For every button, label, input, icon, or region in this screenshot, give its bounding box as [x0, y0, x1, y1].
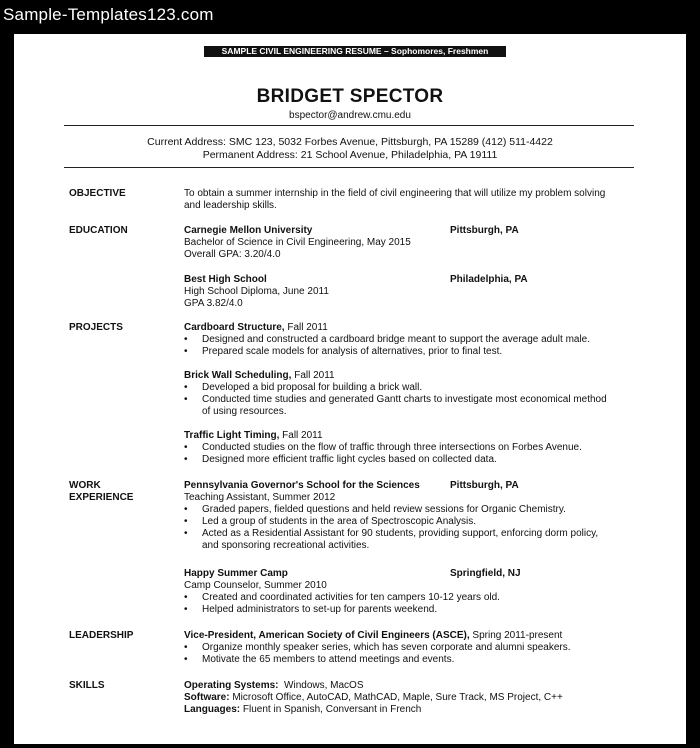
section-projects: PROJECTS	[69, 322, 123, 333]
work-org: Pennsylvania Governor's School for the Sciences	[184, 480, 420, 491]
candidate-name: BRIDGET SPECTOR	[256, 86, 444, 107]
current-address: Current Address: SMC 123, 5032 Forbes Avenue, Pittsburgh, PA 15289 (412) 511-4422	[147, 136, 553, 148]
section-education: EDUCATION	[69, 225, 128, 236]
skills-software: Software: Microsoft Office, AutoCAD, MathCAD, Maple, Sure Track, MS Project, C++	[184, 692, 563, 703]
section-work: WORK	[69, 480, 101, 491]
candidate-email[interactable]: bspector@andrew.cmu.edu	[289, 110, 411, 121]
resume-banner: SAMPLE CIVIL ENGINEERING RESUME – Sophomores, Freshmen	[204, 46, 506, 57]
education-gpa: Overall GPA: 3.20/4.0	[184, 249, 281, 260]
education-gpa: GPA 3.82/4.0	[184, 298, 243, 309]
work-location: Springfield, NJ	[450, 568, 521, 579]
skills-os: Operating Systems: Windows, MacOS	[184, 680, 364, 691]
education-degree: High School Diploma, June 2011	[184, 286, 329, 297]
objective-text-1: To obtain a summer internship in the field of civil engineering that will utilize my problem solving	[184, 188, 606, 199]
section-skills: SKILLS	[69, 680, 105, 691]
education-location: Pittsburgh, PA	[450, 225, 519, 236]
education-school: Carnegie Mellon University	[184, 225, 313, 236]
permanent-address: Permanent Address: 21 School Avenue, Philadelphia, PA 19111	[202, 149, 498, 161]
resume-page: SAMPLE CIVIL ENGINEERING RESUME – Sophomores, Freshmen BRIDGET SPECTOR bspector@andrew.cmu.edu Current Address: SMC 123, 5032 Forbes Avenue, Pittsburgh, PA 15289 (412) 511-4422 Permanent Address: 21 School Avenue, Philadelphia, PA 19111 OBJECTIVE To obtain a summer internship in the field of civil engineering that will utilize my problem solving and leadership skills. EDUCATION Carnegie Mellon University Pittsburgh, PA Bachelor of Science in Civil Engineering, May 2015 Overall GPA: 3.20/4.0 Best High School Philadelphia, PA High School Diploma, June 2011 GPA 3.82/4.0 PROJECTS Cardboard Structure, Fall 2011 • Designed and constructed a cardboard bridge meant to support the average adult male. • Prepared scale models for analysis of alternatives, prior to final test. Brick Wall Scheduling, Fall 2011 • Developed a bid proposal for building a brick wall. • Conducted time studies and generated Gantt charts to investigate most economical method of using resources. Traffic Light Timing, Fall 2011 • Conducted studies on the flow of traffic through three intersections on Forbes Avenue. • Designed more efficient traffic light cycles based on collected data. WORK EXPERIENCE Pennsylvania Governor's School for the Sciences Pittsburgh, PA Teaching Assistant, Summer 2012 • Graded papers, fielded questions and held review sessions for Organic Chemistry. • Led a group of students in the area of Spectroscopic Analysis. • Acted as a Residential Assistant for 90 students, providing support, enforcing dorm policy, and sponsoring recreational activities. Happy Summer Camp Springfield, NJ Camp Counselor, Summer 2010 • Created and coordinated activities for ten campers 10-12 years old. • Helped administrators to set-up for parents weekend. LEADERSHIP Vice-President, American Society of Civil Engineers (ASCE), Spring 2011-present • Organize monthly speaker series, which has seven corporate and alumni speakers. • Motivate the 65 members to attend meetings and events. SKILLS Operating Systems: Windows, MacOS Software: Microsoft Office, AutoCAD, MathCAD, Maple, Sure Track, MS Project, C++ Languages: Fluent in Spanish, Conversant in French	[14, 34, 686, 744]
leadership-title: Vice-President, American Society of Civil Engineers (ASCE), Spring 2011-present	[184, 630, 563, 641]
divider-top	[64, 125, 634, 126]
work-location: Pittsburgh, PA	[450, 480, 519, 491]
section-experience: EXPERIENCE	[69, 492, 134, 503]
site-name[interactable]: Sample-Templates123.com	[3, 5, 214, 24]
skills-languages: Languages: Fluent in Spanish, Conversant in French	[184, 704, 422, 715]
project-title: Cardboard Structure, Fall 2011	[184, 322, 328, 333]
section-objective: OBJECTIVE	[69, 188, 126, 199]
work-org: Happy Summer Camp	[184, 568, 288, 579]
education-degree: Bachelor of Science in Civil Engineering, May 2015	[184, 237, 411, 248]
site-header	[0, 0, 700, 34]
education-school: Best High School	[184, 274, 267, 285]
work-role: Camp Counselor, Summer 2010	[184, 580, 327, 591]
education-location: Philadelphia, PA	[450, 274, 528, 285]
section-leadership: LEADERSHIP	[69, 630, 134, 641]
work-role: Teaching Assistant, Summer 2012	[184, 492, 336, 503]
objective-text-2: and leadership skills.	[184, 200, 277, 211]
project-title: Traffic Light Timing, Fall 2011	[184, 430, 323, 441]
project-title: Brick Wall Scheduling, Fall 2011	[184, 370, 335, 381]
divider-bottom	[64, 167, 634, 168]
